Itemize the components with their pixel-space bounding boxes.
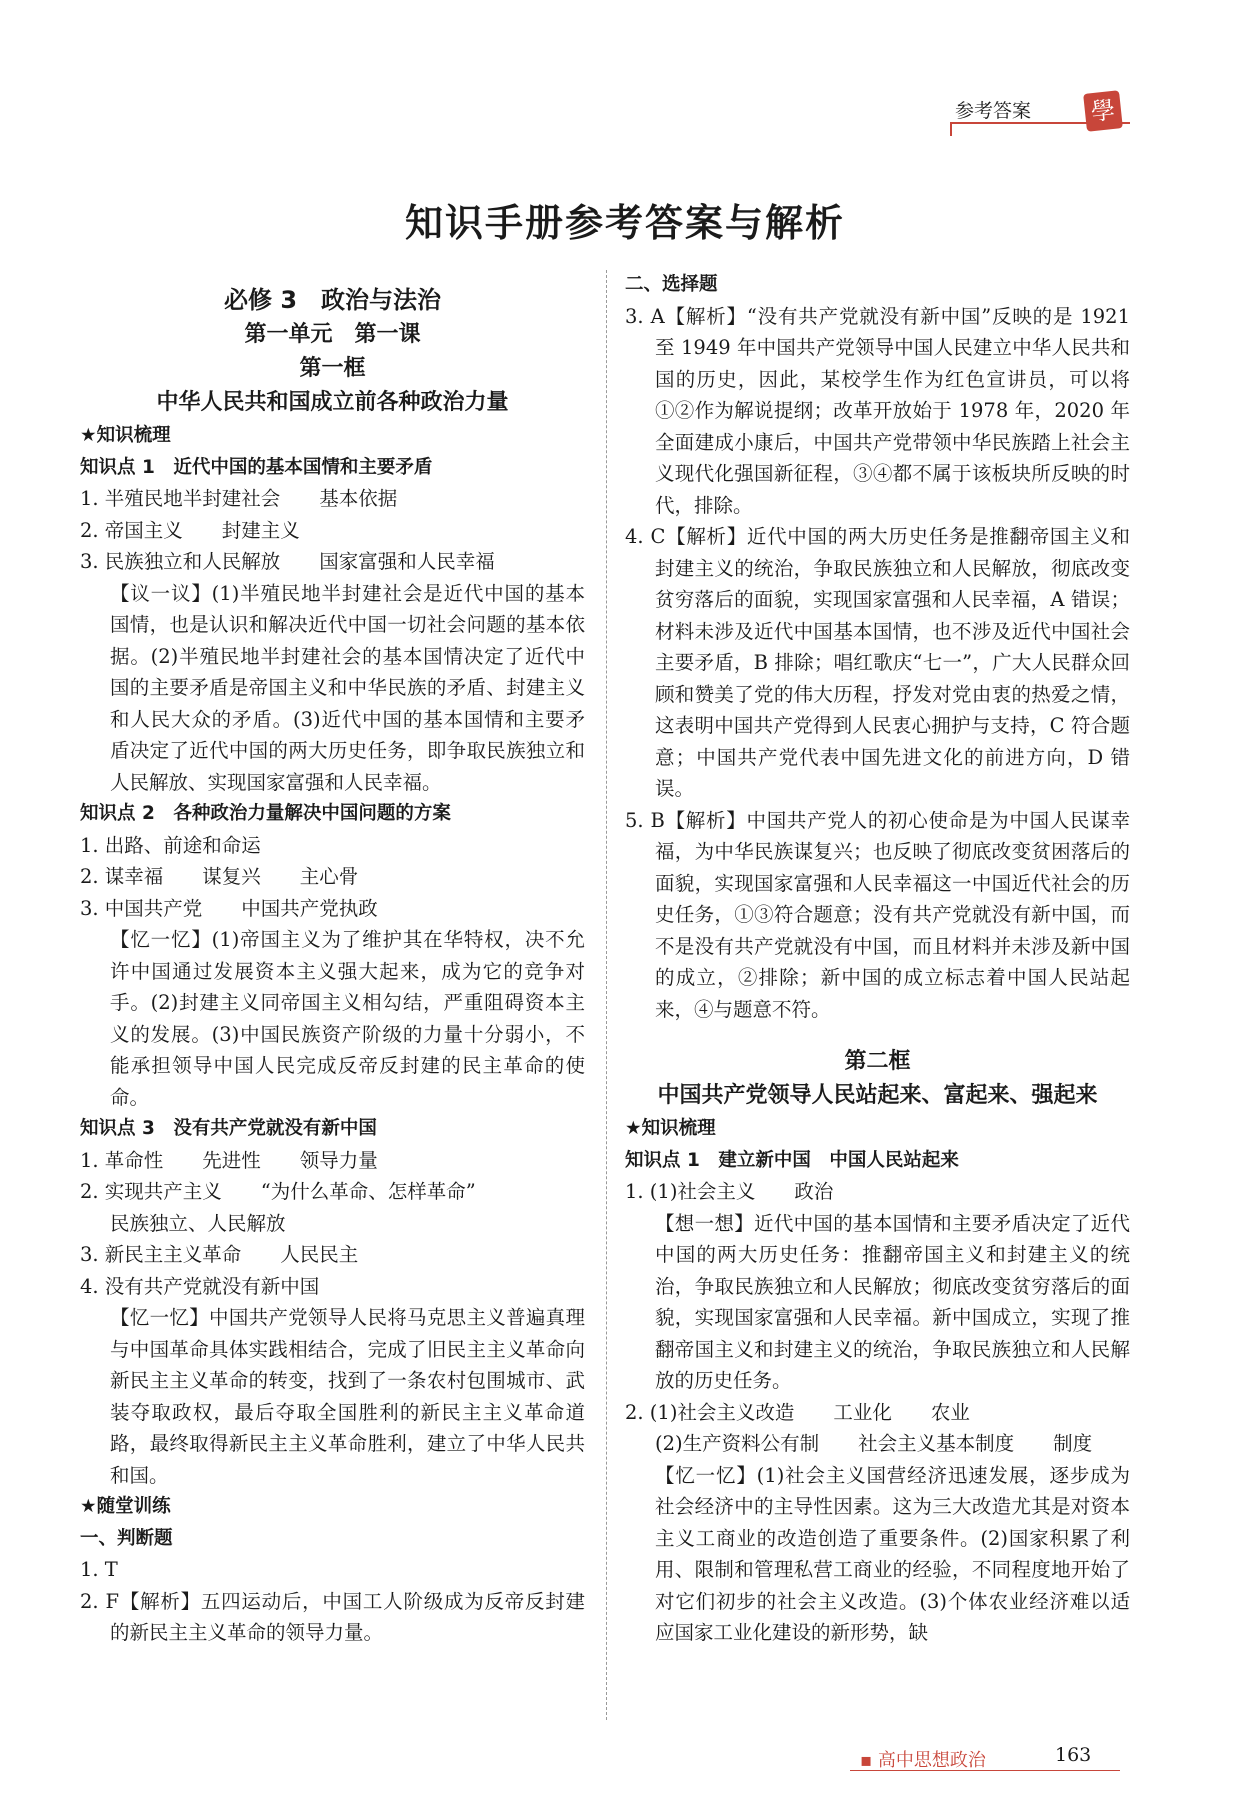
answer-item: 5. B【解析】中国共产党人的初心使命是为中国人民谋幸福，为中华民族谋复兴；也反映了彻底改变贫困落后的面貌，实现国家富强和人民幸福这一中国近代社会的历史任务，①③符合题意；没有共产党就没有新中国，而不是没有共产党就没有中国，而且材料并未涉及新中国的成立，②排除；新中国的成立标志着中国人民站起来，④与题意不符。: [625, 808, 1130, 1021]
header-label: 参考答案: [955, 100, 1032, 122]
frame-heading: 第一框: [299, 356, 366, 381]
page-number: 163: [1055, 1744, 1092, 1766]
header-rule: [950, 122, 1130, 124]
list-item: 3. 新民主主义革命 人民民主: [80, 1243, 359, 1266]
unit-heading: 第一单元 第一课: [244, 322, 421, 347]
recall-paragraph: 【忆一忆】(1)社会主义国营经济迅速发展，逐步成为社会经济中的主导性因素。这为三大改造尤其是对资本主义工商业的改造创造了重要条件。(2)国家积累了利用、限制和管理私营工商业的经验，不同程度地开始了对它们初步的社会主义改造。(3)个体农业经济难以适应国家工业化建设的新形势，缺: [655, 1463, 1130, 1644]
think-paragraph: 【想一想】近代中国的基本国情和主要矛盾决定了近代中国的两大历史任务：推翻帝国主义和封建主义的统治，争取民族独立和人民解放；彻底改变贫穷落后的面貌，实现国家富强和人民幸福。新中国成立，实现了推翻帝国主义和封建主义的统治，争取民族独立和人民解放的历史任务。: [655, 1211, 1130, 1392]
list-item: 1. 半殖民地半封建社会 基本依据: [80, 487, 398, 510]
header-rule-tick: [950, 122, 952, 136]
book-heading: 必修 3 政治与法治: [223, 286, 442, 314]
list-item: 2. 实现共产主义 “为什么革命、怎样革命”: [80, 1180, 476, 1203]
list-item: 1. (1)社会主义 政治: [625, 1180, 834, 1203]
discussion-paragraph: 【议一议】(1)半殖民地半封建社会是近代中国的基本国情，也是认识和解决近代中国一切社会问题的基本依据。(2)半殖民地半封建社会的基本国情决定了近代中国的主要矛盾是帝国主义和中华民族的矛盾、封建主义和人民大众的矛盾。(3)近代中国的基本国情和主要矛盾决定了近代中国的两大历史任务，即争取民族独立和人民解放、实现国家富强和人民幸福。: [110, 581, 585, 794]
lesson-heading: 中国共产党领导人民站起来、富起来、强起来: [657, 1083, 1098, 1108]
logo-badge: 學: [1083, 90, 1123, 132]
knowledge-point-heading: 知识点 3 没有共产党就没有新中国: [80, 1118, 377, 1139]
list-item: 1. 革命性 先进性 领导力量: [80, 1148, 378, 1172]
list-item: 2. (1)社会主义改造 工业化 农业: [625, 1400, 970, 1424]
recall-paragraph: 【忆一忆】中国共产党领导人民将马克思主义普遍真理与中国革命具体实践相结合，完成了旧民主主义革命向新民主主义革命的转变，找到了一条农村包围城市、武装夺取政权，最后夺取全国胜利的新民主主义革命道路，最终取得新民主主义革命胜利，建立了中华人民共和国。: [110, 1306, 585, 1487]
list-item: 2. 帝国主义 封建主义: [80, 518, 300, 542]
list-item: 2. 谋幸福 谋复兴 主心骨: [80, 865, 359, 888]
knowledge-point-heading: 知识点 2 各种政治力量解决中国问题的方案: [80, 803, 451, 824]
answer-item: 2. F【解析】五四运动后，中国工人阶级成为反帝反封建的新民主主义革命的领导力量。: [80, 1589, 585, 1644]
list-item: 1. 出路、前途和命运: [80, 833, 261, 857]
recall-paragraph: 【忆一忆】(1)帝国主义为了维护其在华特权，决不允许中国通过发展资本主义强大起来，成为它的竞争对手。(2)封建主义同帝国主义相勾结，严重阻碍资本主义的发展。(3)中国民族资产阶级的力量十分弱小，不能承担领导中国人民完成反帝反封建的民主革命的使命。: [110, 928, 585, 1109]
column-divider: [606, 270, 607, 1720]
knowledge-point-heading: 知识点 1 近代中国的基本国情和主要矛盾: [80, 456, 433, 478]
knowledge-point-heading: 知识点 1 建立新中国 中国人民站起来: [625, 1149, 959, 1171]
frame-heading: 第二框: [844, 1049, 911, 1074]
section-heading: ★随堂训练: [80, 1496, 171, 1517]
footer-rule: [850, 1770, 1120, 1771]
footer-subject: ▪ 高中思想政治: [860, 1750, 986, 1771]
list-item-continuation: 民族独立、人民解放: [110, 1211, 286, 1235]
list-item: 4. 没有共产党就没有新中国: [80, 1274, 320, 1298]
subsection-heading: 一、判断题: [80, 1527, 173, 1549]
answer-item: 1. T: [80, 1558, 118, 1581]
right-column: [625, 269, 1130, 1649]
section-heading: ★知识梳理: [80, 425, 171, 446]
list-item-continuation: (2)生产资料公有制 社会主义基本制度 制度: [655, 1432, 1093, 1455]
list-item: 3. 民族独立和人民解放 国家富强和人民幸福: [80, 550, 495, 573]
section-heading: ★知识梳理: [625, 1118, 716, 1139]
left-column: [80, 282, 585, 1649]
subsection-heading: 二、选择题: [625, 274, 718, 295]
answer-item: 4. C【解析】近代中国的两大历史任务是推翻帝国主义和封建主义的统治，争取民族独立和人民解放，彻底改变贫穷落后的面貌，实现国家富强和人民幸福，A 错误；材料未涉及近代中国基本国情，也不涉及近代中国社会主要矛盾，B 排除；唱红歌庆“七一”，广大人民群众回顾和赞美了党的伟大历程，抒发对党由衷的热爱之情，这表明中国共产党得到人民衷心拥护与支持，C 符合题意；中国共产党代表中国先进文化的前进方向，D 错误。: [625, 525, 1130, 800]
answer-item: 3. A【解析】“没有共产党就没有新中国”反映的是 1921 至 1949 年中国共产党领导中国人民建立中华人民共和国的历史，因此，某校学生作为红色宣讲员，可以将①②作为解说提纲；改革开放始于 1978 年，2020 年全面建成小康后，中国共产党带领中华民族踏上社会主义现代化强国新征程，③④都不属于该板块所反映的时代，排除。: [625, 304, 1130, 517]
lesson-heading: 中华人民共和国成立前各种政治力量: [156, 390, 509, 415]
page-title: 知识手册参考答案与解析: [404, 201, 845, 245]
list-item: 3. 中国共产党 中国共产党执政: [80, 896, 378, 920]
